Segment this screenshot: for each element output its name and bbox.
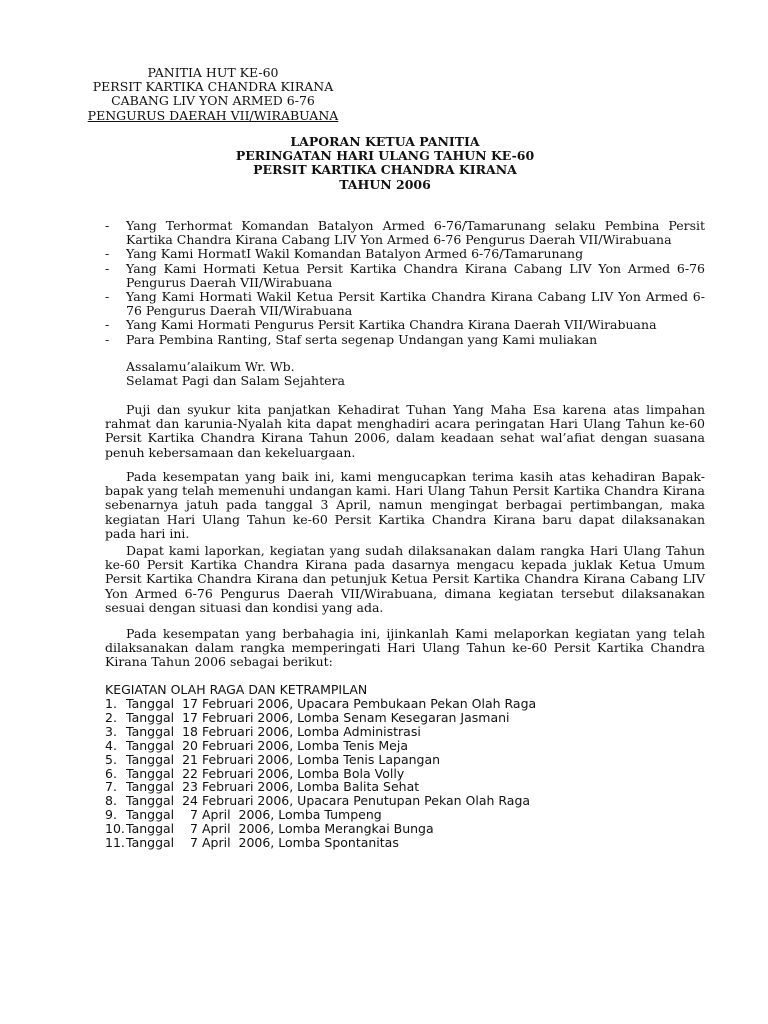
greeting-line: Selamat Pagi dan Salam Sejahtera [126, 373, 345, 389]
activity-text: Tanggal 20 Februari 2006, Lomba Tenis Meja [126, 737, 409, 753]
activity-text: Tanggal 22 Februari 2006, Lomba Bola Volly [126, 765, 405, 781]
activity-item [105, 780, 625, 794]
activity-item [105, 794, 625, 808]
activity-number: 2. [105, 709, 117, 725]
salutation-item: - Para Pembina Ranting, Staf serta segenap Undangan yang Kami muliakan [105, 331, 598, 347]
activity-item [105, 808, 625, 822]
activity-item [105, 739, 625, 753]
salutation-text: Para Pembina Ranting, Staf serta segenap Undangan yang Kami muliakan [126, 331, 598, 347]
activity-text: Tanggal 17 Februari 2006, Lomba Senam Kesegaran Jasmani [126, 709, 510, 725]
activity-number: 5. [105, 751, 117, 767]
paragraph: Pada kesempatan yang berbahagia ini, ijinkanlah Kami melaporkan kegiatan yang telah dilaksanakan dalam rangka memperingati Hari Ulang Tahun ke-60 Persit Kartika Chandra Kirana Tahun 2006 sebagai berikut: [105, 626, 705, 670]
paragraph: Dapat kami laporkan, kegiatan yang sudah dilaksanakan dalam rangka Hari Ulang Tahun ke-60 Persit Kartika Chandra Kirana pada dasarnya mengacu kepada juklak Ketua Umum Persit Kartika Chandra Kirana dan petunjuk Ketua Persit Kartika Chandra Kirana Cabang LIV Yon Armed 6-76 Pengurus Daerah VII/Wirabuana, dimana kegiatan tersebut dilaksanakan sesuai dengan situasi dan kondisi yang ada. [105, 543, 705, 615]
activity-number: 1. [105, 696, 117, 711]
title-line: PERINGATAN HARI ULANG TAHUN KE-60 [235, 148, 535, 164]
activity-number: 9. [105, 807, 117, 823]
title-line: TAHUN 2006 [339, 176, 431, 192]
organization-header [78, 66, 348, 123]
title-line: LAPORAN KETUA PANITIA [290, 134, 480, 149]
greeting [126, 360, 526, 388]
salutation-item: - Yang Kami Hormati Pengurus Persit Kartika Chandra Kirana Daerah VII/Wirabuana [105, 317, 657, 333]
activity-text: Tanggal 7 April 2006, Lomba Spontanitas [126, 835, 399, 851]
activity-list [105, 697, 625, 850]
salutation-text: Yang Kami Hormati Ketua Persit Kartika Chandra Kirana Cabang LIV Yon Armed 6-76 Pengurus Daerah VII/Wirabuana [126, 260, 705, 290]
activity-number: 6. [105, 765, 117, 781]
salutation-list [105, 219, 705, 347]
salutation-item: - Yang Kami Hormati Wakil Ketua Persit Kartika Chandra Kirana Cabang LIV Yon Armed 6-76 Pengurus Daerah VII/Wirabuana [105, 289, 705, 319]
activity-text: Tanggal 23 Februari 2006, Lomba Balita Sehat [126, 779, 420, 795]
activity-number: 4. [105, 737, 117, 753]
paragraph: Puji dan syukur kita panjatkan Kehadirat Tuhan Yang Maha Esa karena atas limpahan rahmat dan karunia-Nyalah kita dapat menghadiri acara peringatan Hari Ulang Tahun ke-60 Persit Kartika Chandra Kirana Tahun 2006, dalam keadaan sehat wal’afiat dengan suasana penuh kebersamaan dan kekeluargaan. [105, 402, 705, 460]
salutation-item: - Yang Terhormat Komandan Batalyon Armed 6-76/Tamarunang selaku Pembina Persit Kartika Chandra Kirana Cabang LIV Yon Armed 6-76 Pengurus Daerah VII/Wirabuana [105, 218, 705, 248]
paragraph: Pada kesempatan yang baik ini, kami mengucapkan terima kasih atas kehadiran Bapak-bapak yang telah memenuhi undangan kami. Hari Ulang Tahun Persit Kartika Chandra Kirana sebenarnya jatuh pada tanggal 3 April, namun mengingat berbagai pertimbangan, maka kegiatan Hari Ulang Tahun ke-60 Persit Kartika Chandra Kirana baru dapat dilaksanakan pada hari ini. [105, 469, 705, 541]
activity-item [105, 836, 625, 850]
activity-text: Tanggal 21 Februari 2006, Lomba Tenis Lapangan [126, 751, 441, 767]
activity-number: 3. [105, 723, 117, 739]
activity-text: Tanggal 17 Februari 2006, Upacara Pembukaan Pekan Olah Raga [126, 696, 537, 711]
activity-text: Tanggal 18 Februari 2006, Lomba Administrasi [126, 723, 421, 739]
activity-text: Tanggal 7 April 2006, Lomba Merangkai Bunga [126, 821, 434, 837]
salutation-text: Yang Kami Hormati Wakil Ketua Persit Kartika Chandra Kirana Cabang LIV Yon Armed 6-76 Pengurus Daerah VII/Wirabuana [126, 289, 705, 319]
activity-item [105, 753, 625, 767]
activity-text: Tanggal 7 April 2006, Lomba Tumpeng [126, 807, 382, 823]
activity-item [105, 767, 625, 781]
activity-number: 8. [105, 793, 117, 809]
activity-text: Tanggal 24 Februari 2006, Upacara Penutupan Pekan Olah Raga [126, 793, 531, 809]
activity-number: 10. [105, 821, 125, 837]
activity-item [105, 725, 625, 739]
report-title [200, 135, 570, 192]
header-line: CABANG LIV YON ARMED 6-76 [111, 93, 315, 109]
header-line: PENGURUS DAERAH VII/WIRABUANA [87, 107, 339, 123]
header-line: PERSIT KARTIKA CHANDRA KIRANA [92, 79, 334, 95]
activity-number: 11. [105, 835, 125, 851]
title-line: PERSIT KARTIKA CHANDRA KIRANA [253, 162, 517, 178]
activity-number: 7. [105, 779, 117, 795]
activity-item [105, 711, 625, 725]
greeting-line: Assalamu’alaikum Wr. Wb. [126, 359, 295, 374]
section-heading: KEGIATAN OLAH RAGA DAN KETRAMPILAN [105, 682, 368, 697]
salutation-item: - Yang Kami HormatI Wakil Komandan Batalyon Armed 6-76/Tamarunang [105, 246, 584, 262]
header-line: PANITIA HUT KE-60 [147, 65, 279, 80]
salutation-text: Yang Terhormat Komandan Batalyon Armed 6-76/Tamarunang selaku Pembina Persit Kartika Chandra Kirana Cabang LIV Yon Armed 6-76 Pengurus Daerah VII/Wirabuana [126, 218, 705, 248]
activity-item [105, 697, 625, 711]
salutation-item: - Yang Kami Hormati Ketua Persit Kartika Chandra Kirana Cabang LIV Yon Armed 6-76 Pengurus Daerah VII/Wirabuana [105, 260, 705, 290]
activity-item [105, 822, 625, 836]
salutation-text: Yang Kami Hormati Pengurus Persit Kartika Chandra Kirana Daerah VII/Wirabuana [126, 317, 657, 333]
salutation-text: Yang Kami HormatI Wakil Komandan Batalyon Armed 6-76/Tamarunang [126, 246, 584, 262]
